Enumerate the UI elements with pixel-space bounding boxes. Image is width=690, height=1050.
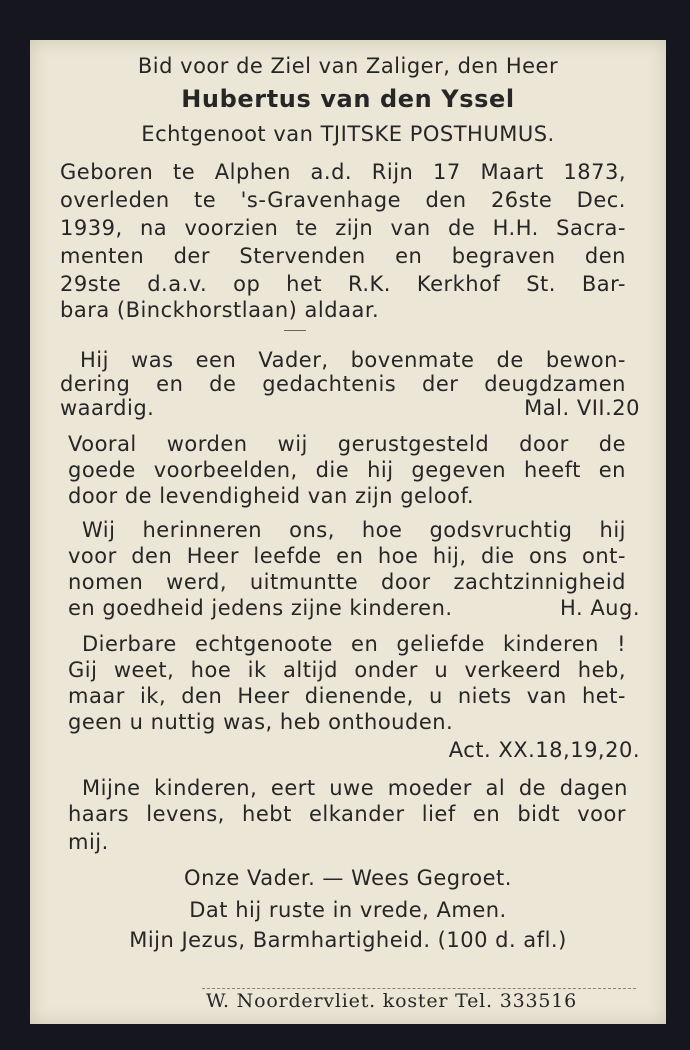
footer-divider (202, 988, 636, 989)
section-divider (284, 330, 306, 331)
biography-line: overleden te 's-Gravenhage den 26ste Dec. (60, 188, 626, 212)
quote-line: geen u nuttig was, heb onthouden. (68, 710, 454, 734)
prayer-line: Dat hij ruste in vrede, Amen. (189, 898, 507, 922)
scripture-reference: H. Aug. (560, 596, 640, 620)
prayer-line: Mijn Jezus, Barmhartigheid. (100 d. afl.) (129, 928, 567, 952)
quote-line: Vooral worden wij gerustgesteld door de (68, 432, 626, 456)
deceased-name: Hubertus van den Yssel (181, 85, 515, 113)
biography-line: menten der Stervenden en begraven den (60, 244, 626, 268)
prayer-line: Onze Vader. — Wees Gegroet. (184, 866, 512, 890)
quote-line: dering en de gedachtenis der deugdzamen (60, 372, 626, 396)
biography-line: 29ste d.a.v. op het R.K. Kerkhof St. Bar- (60, 272, 626, 296)
quote-line: goede voorbeelden, die hij gegeven heeft en (68, 458, 626, 482)
quote-line: Wij herinneren ons, hoe godsvruchtig hij (82, 518, 626, 542)
intro-line: Bid voor de Ziel van Zaliger, den Heer (137, 54, 559, 78)
quote-line: en goedheid jedens zijne kinderen. (68, 596, 453, 620)
spouse-line: Echtgenoot van TJITSKE POSTHUMUS. (141, 122, 555, 146)
scripture-reference: Act. XX.18,19,20. (448, 738, 640, 762)
quote-line: nomen werd, uitmuntte door zachtzinnigheid (68, 570, 626, 594)
biography-line: 1939, na voorzien te zijn van de H.H. Sacra- (60, 216, 626, 240)
quote-line: mij. (68, 830, 109, 854)
biography-line: Geboren te Alphen a.d. Rijn 17 Maart 1873, (60, 160, 626, 184)
biography-line: bara (Binckhorstlaan) aldaar. (60, 298, 380, 322)
quote-line: haars levens, hebt elkander lief en bidt voor (68, 802, 626, 826)
memorial-card (30, 40, 666, 1024)
quote-line: Hij was een Vader, bovenmate de bewon- (80, 348, 626, 372)
quote-line: waardig. (60, 396, 155, 420)
quote-line: Gij weet, hoe ik altijd onder u verkeerd heb, (68, 658, 626, 682)
quote-line: Mijne kinderen, eert uwe moeder al de dagen (82, 776, 628, 800)
quote-line: maar ik, den Heer dienende, u niets van het- (68, 684, 626, 708)
quote-line: voor den Heer leefde en hoe hij, die ons ont- (68, 544, 626, 568)
quote-line: door de levendigheid van zijn geloof. (68, 484, 475, 508)
printer-credit: W. Noordervliet. koster Tel. 333516 (206, 990, 578, 1012)
quote-line: Dierbare echtgenoote en geliefde kinderen ! (82, 632, 626, 656)
scripture-reference: Mal. VII.20 (524, 396, 640, 420)
